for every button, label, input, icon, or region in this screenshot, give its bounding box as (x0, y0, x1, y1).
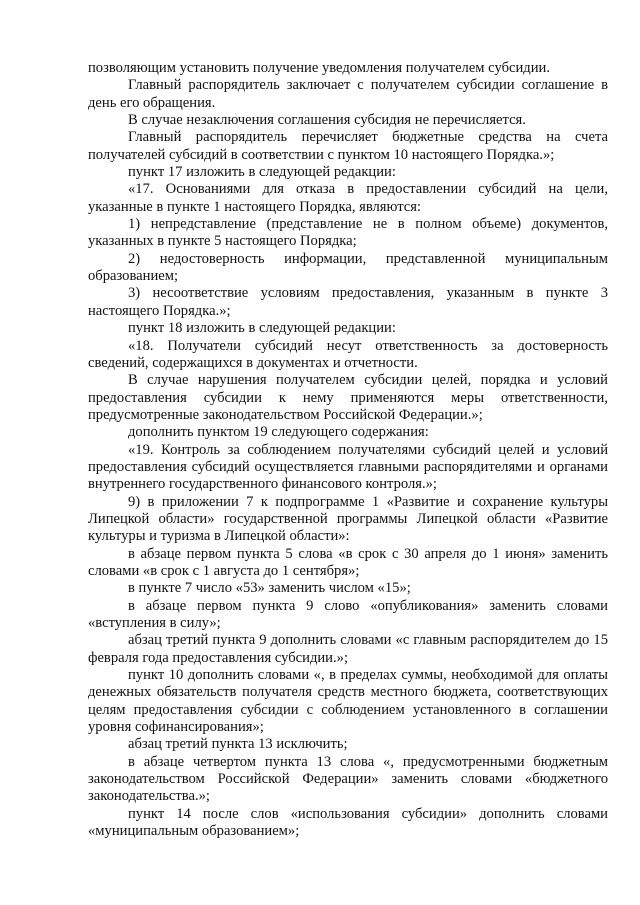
paragraph: пункт 14 после слов «использования субсидии» дополнить словами «муниципальным образованием»; (88, 805, 608, 840)
paragraph: «18. Получатели субсидий несут ответственность за достоверность сведений, содержащихся в документах и отчетности. (88, 337, 608, 371)
paragraph: «19. Контроль за соблюдением получателями субсидий целей и условий предоставления субсидий осуществляется главными распорядителями и органами внутреннего государственного финансового контроля.»; (88, 441, 608, 493)
paragraph: В случае незаключения соглашения субсидия не перечисляется. (128, 112, 526, 129)
paragraph: «17. Основаниями для отказа в предоставлении субсидий на цели, указанные в пункте 1 настоящего Порядка, являются: (88, 181, 608, 215)
paragraph: позволяющим установить получение уведомления получателем субсидии. (88, 60, 550, 76)
paragraph: 1) непредставление (представление не в полном объеме) документов, указанных в пункте 5 настоящего Порядка; (88, 216, 608, 250)
paragraph: в абзаце первом пункта 9 слово «опубликования» заменить словами «вступления в силу»; (88, 597, 608, 631)
paragraph: Главный распорядитель заключает с получателем субсидии соглашение в день его обращения. (88, 77, 608, 111)
document-page (88, 60, 608, 840)
paragraph: абзац третий пункта 13 исключить; (128, 736, 348, 753)
paragraph: В случае нарушения получателем субсидии целей, порядка и условий предоставления субсидии к нему применяются меры ответственности, предусмотренные законодательством Российской Федерации.»; (88, 372, 608, 423)
paragraph: в абзаце четвертом пункта 13 слова «, предусмотренными бюджетным законодательством Российской Федерации» заменить словами «бюджетного законодательства.»; (88, 753, 608, 805)
paragraph: 3) несоответствие условиям предоставления, указанным в пункте 3 настоящего Порядка.»; (88, 285, 608, 319)
paragraph: пункт 10 дополнить словами «, в пределах суммы, необходимой для оплаты денежных обязательств получателя средств местного бюджета, соответствующих целям предоставления субсидии с соблюдением установленного в соглашении уровня софинансирования»; (88, 667, 608, 736)
paragraph: в пункте 7 число «53» заменить числом «15»; (128, 580, 411, 597)
paragraph: 2) недостоверность информации, представленной муниципальным образованием; (88, 250, 608, 285)
paragraph: дополнить пунктом 19 следующего содержания: (128, 424, 429, 441)
paragraph: пункт 18 изложить в следующей редакции: (128, 320, 396, 337)
paragraph: в абзаце первом пункта 5 слова «в срок с 30 апреля до 1 июня» заменить словами «в срок с 1 августа до 1 сентября»; (88, 545, 608, 579)
paragraph: 9) в приложении 7 к подпрограмме 1 «Развитие и сохранение культуры Липецкой области» государственной программы Липецкой области «Развитие культуры и туризма в Липецкой области»: (88, 493, 608, 545)
paragraph: абзац третий пункта 9 дополнить словами «с главным распорядителем до 15 февраля года предоставления субсидии.»; (88, 632, 608, 666)
paragraph: пункт 17 изложить в следующей редакции: (128, 164, 396, 181)
paragraph: Главный распорядитель перечисляет бюджетные средства на счета получателей субсидий в соответствии с пунктом 10 настоящего Порядка.»; (88, 129, 608, 163)
